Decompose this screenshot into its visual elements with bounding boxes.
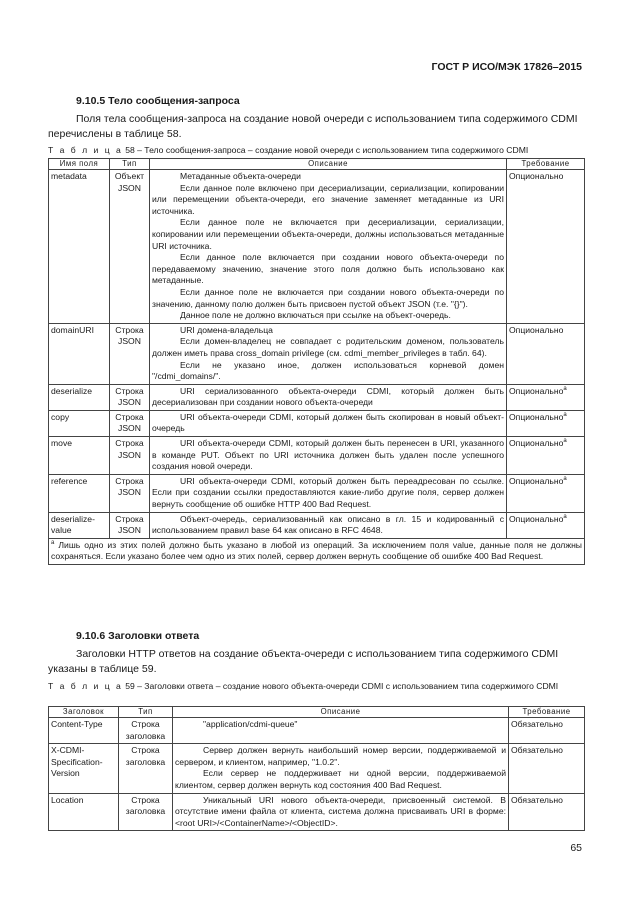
description-paragraph: Если данное поле включается при создании нового объекта-очереди по передаваемому значению, значение этого поля должно быть использовано как метаданные. — [152, 252, 504, 286]
requirement-cell — [507, 512, 585, 538]
footnote-marker: a — [563, 475, 567, 482]
table-59-caption — [48, 681, 588, 692]
caption-label-2: Т а б л и ц а — [48, 681, 123, 691]
table-58-caption — [48, 145, 588, 156]
footnote-marker: a — [563, 385, 567, 392]
description-paragraph: URI сериализованного объекта-очереди CDMI, который должен быть десериализован при создании нового объекта-очереди — [152, 385, 504, 408]
table-row — [49, 384, 585, 410]
field-type-cell: Строка заголовка — [119, 793, 173, 831]
table-row — [49, 793, 585, 831]
section-heading-9-10-6: 9.10.6 Заголовки ответа — [76, 630, 200, 642]
description-paragraph: Если данное поле не включается при создании нового объекта-очереди по значению, данному полю должен быть присвоен пустой объект JSON (т.е. "{}"). — [152, 286, 504, 309]
requirement-text: Опционально — [509, 324, 564, 335]
description-cell — [150, 323, 507, 384]
column-header: Требование — [507, 159, 585, 170]
requirement-text: Обязательно — [511, 794, 563, 805]
field-name-cell: move — [49, 437, 110, 475]
table-header-row — [49, 707, 585, 718]
field-name-cell: Content-Type — [49, 718, 119, 744]
footnote-marker: a — [563, 412, 567, 419]
description-paragraph: Если данное поле включено при десериализации, сериализации, копировании или перемещении объекта-очереди, его значение заменяет метаданные из URI источника. — [152, 182, 504, 216]
table-row — [49, 323, 585, 384]
footnote-text: Лишь одно из этих полей должно быть указано в любой из операций. За исключением поля value, данные поля не должны сохраняться. Если указано более чем одно из этих полей, сервер должен вернуть сообщение об ошибке 400 Bad Request. — [51, 539, 582, 562]
requirement-text: Опционально — [509, 171, 564, 181]
field-type-cell: Строка заголовка — [119, 744, 173, 793]
description-cell — [150, 410, 507, 436]
requirement-text: Опционально — [509, 438, 564, 449]
description-paragraph: Уникальный URI нового объекта-очереди, присвоенный системой. В отсутствие имени файла от клиента, система должна присваивать URI в форме: <root URI>/<ContainerName>/<ObjectID>. — [175, 794, 506, 828]
description-cell — [150, 474, 507, 512]
requirement-text: Опционально — [509, 475, 564, 486]
page-number: 65 — [570, 842, 582, 854]
description-paragraph: Если данное поле не включается при десериализации, сериализации, копировании или перемещении объекта-очереди, должны использоваться метаданные URI источника. — [152, 217, 504, 251]
description-paragraph: Данное поле не должно включаться при ссылке на объект-очередь. — [180, 310, 451, 321]
caption-text-2: 59 – Заголовки ответа – создание нового объекта-очереди CDMI с использованием типа содержимого CDMI — [125, 681, 559, 691]
field-name-cell: metadata — [49, 170, 110, 324]
requirement-cell — [507, 410, 585, 436]
field-name-cell: domainURI — [49, 323, 110, 384]
requirement-text: Обязательно — [511, 745, 563, 756]
section-heading-9-10-5: 9.10.5 Тело сообщения-запроса — [76, 95, 240, 107]
field-name-cell: copy — [49, 410, 110, 436]
requirement-cell — [507, 170, 585, 324]
description-cell — [150, 384, 507, 410]
table-header-row — [49, 159, 585, 170]
requirement-text: Опционально — [509, 513, 564, 524]
column-header: Описание — [150, 159, 507, 170]
column-header: Тип — [110, 159, 150, 170]
document-id-header: ГОСТ Р ИСО/МЭК 17826–2015 — [431, 61, 582, 73]
footnote-marker: a — [51, 539, 55, 546]
table-row — [49, 410, 585, 436]
table-59 — [48, 706, 585, 831]
description-cell — [150, 512, 507, 538]
description-paragraph: URI объекта-очереди CDMI, который должен быть скопирован в новый объект-очередь — [152, 411, 504, 434]
footnote-marker: a — [563, 438, 567, 445]
description-paragraph: Объект-очередь, сериализованный как описано в гл. 15 и кодированный с использованием правил base 64 как описано в RFC 4648. — [152, 513, 504, 536]
description-paragraph: URI объекта-очереди CDMI, который должен быть перенесен в URI, указанного в команде PUT. Объект по URI источника должен быть удален после успешного создания новой очереди. — [152, 438, 504, 472]
field-type-cell: Объект JSON — [110, 170, 150, 324]
description-cell — [173, 793, 509, 831]
table-row — [49, 437, 585, 475]
requirement-cell — [509, 718, 585, 744]
requirement-cell — [507, 323, 585, 384]
requirement-text: Опционально — [509, 385, 564, 396]
description-paragraph: Сервер должен вернуть наибольший номер версии, поддерживаемой и сервером, и клиентом, например, "1.0.2". — [175, 745, 506, 767]
description-cell — [150, 170, 507, 324]
description-paragraph: "application/cdmi-queue" — [203, 719, 298, 729]
intro-text: Поля тела сообщения-запроса на создание новой очереди с использованием типа содержимого CDMI перечислены в таблице 58. — [48, 113, 578, 140]
field-type-cell: Строка JSON — [110, 410, 150, 436]
field-name-cell: X-CDMI-Specification-Version — [49, 744, 119, 793]
requirement-text: Опционально — [509, 411, 564, 422]
description-paragraph: Если сервер не поддерживает ни одной версии, поддерживаемой клиентом, сервер должен вернуть код состояния 400 Bad Request. — [175, 768, 506, 790]
description-paragraph: Если не указано иное, должен использоваться корневой домен "/cdmi_domains/". — [152, 359, 504, 382]
description-paragraph: Метаданные объекта-очереди — [180, 171, 301, 181]
table-row — [49, 474, 585, 512]
field-name-cell: deserialize — [49, 384, 110, 410]
column-header: Требование — [509, 707, 585, 718]
field-type-cell: Строка JSON — [110, 437, 150, 475]
field-type-cell: Строка JSON — [110, 323, 150, 384]
table-footnote — [49, 538, 585, 564]
column-header: Имя поля — [49, 159, 110, 170]
requirement-cell — [507, 437, 585, 475]
field-name-cell: reference — [49, 474, 110, 512]
table-row — [49, 170, 585, 324]
caption-label: Т а б л и ц а — [48, 145, 123, 155]
requirement-cell — [509, 793, 585, 831]
footnote-marker: a — [563, 513, 567, 520]
column-header: Тип — [119, 707, 173, 718]
field-type-cell: Строка JSON — [110, 474, 150, 512]
description-cell — [173, 744, 509, 793]
description-paragraph: URI объекта-очереди CDMI, который должен быть переадресован по ссылке. Если при создании ссылки предоставляются какие-либо другие поля, сервер должен вернуть сообщение об ошибке HTTP 400 Bad Request. — [152, 475, 504, 510]
requirement-text: Обязательно — [511, 719, 563, 729]
description-paragraph: URI домена-владельца — [180, 324, 273, 335]
column-header: Заголовок — [49, 707, 119, 718]
description-paragraph: Если домен-владелец не совпадает с родительским доменом, пользователь должен иметь права cross_domain privilege (см. cdmi_member_privileges в табл. 64). — [152, 336, 504, 358]
field-name-cell: deserialize-value — [49, 512, 110, 538]
table-note-row — [49, 538, 585, 564]
description-cell — [150, 437, 507, 475]
table-58 — [48, 158, 585, 565]
intro-text-2: Заголовки HTTP ответов на создание объекта-очереди с использованием типа содержимого CDMI указаны в таблице 59. — [48, 648, 559, 675]
table-row — [49, 744, 585, 793]
field-type-cell: Строка JSON — [110, 512, 150, 538]
caption-text: 58 – Тело сообщения-запроса – создание новой очереди с использованием типа содержимого CDMI — [125, 145, 529, 155]
column-header: Описание — [173, 707, 509, 718]
field-name-cell: Location — [49, 793, 119, 831]
section-intro-paragraph-2 — [48, 647, 583, 677]
field-type-cell: Строка заголовка — [119, 718, 173, 744]
table-row — [49, 512, 585, 538]
requirement-cell — [507, 384, 585, 410]
section-intro-paragraph — [48, 112, 583, 142]
table-row — [49, 718, 585, 744]
requirement-cell — [507, 474, 585, 512]
field-type-cell: Строка JSON — [110, 384, 150, 410]
description-cell — [173, 718, 509, 744]
requirement-cell — [509, 744, 585, 793]
